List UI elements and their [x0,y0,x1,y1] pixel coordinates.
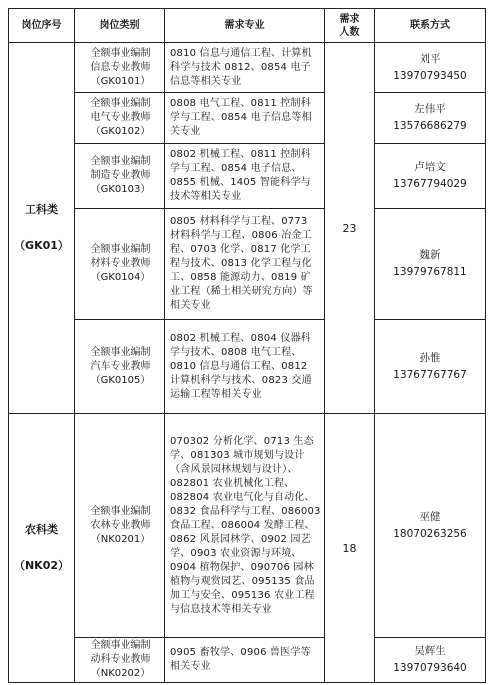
group-cell-nk02 [9,414,75,683]
major-cell: 0805 材料科学与工程、0773 材料科学与工程、0806 冶金工程、0703 化学、0817 化学工程与技术、0813 化学工程与化工、0858 能源动力、0819 矿业工程（稀土相关研究方向）等相关专业 [165,209,325,320]
position-code: （GK0102） [90,126,151,137]
position-code: （GK0103） [90,184,151,195]
position-code: （GK0104） [90,272,151,283]
contact-name: 左伟平 [414,103,446,115]
position-line: 全额事业编制 [90,47,151,59]
group-name: 工科类 [25,203,58,216]
count-cell-nk02: 18 [325,414,375,683]
position-cell [75,414,165,638]
table-row [9,209,486,320]
recruitment-table [8,8,486,683]
contact-cell [375,144,486,209]
position-code: （NK0201） [90,533,151,545]
contact-name: 魏新 [419,249,441,261]
position-cell [75,43,165,93]
contact-phone: 13576686279 [393,120,467,132]
table-row [9,144,486,209]
position-cell [75,320,165,414]
header-count [325,9,375,43]
table-row [9,93,486,144]
contact-cell [375,209,486,320]
position-line: 全额事业编制 [90,640,151,651]
table-row [9,320,486,414]
position-line: 全额事业编制 [90,156,151,167]
position-line: 材料专业教师 [90,258,151,269]
contact-cell [375,414,486,638]
contact-phone: 13970793450 [393,69,467,82]
position-code: （GK0105） [90,374,151,386]
contact-cell [375,43,486,93]
position-line: 全额事业编制 [90,244,151,255]
position-line: 全额事业编制 [90,98,151,109]
header-seq: 岗位序号 [9,9,75,43]
header-contact: 联系方式 [375,9,486,43]
contact-name: 孙惟 [419,351,441,364]
contact-phone: 13970793640 [393,662,467,674]
group-cell-gk01 [9,43,75,414]
major-cell: 0802 机械工程、0811 控制科学与工程、0854 电子信息、0855 机械、1405 智能科学与技术等相关专业 [165,144,325,209]
contact-cell [375,320,486,414]
position-line: 电气专业教师 [90,112,151,123]
group-code: （NK02） [13,559,70,572]
position-cell [75,144,165,209]
header-row [9,9,486,43]
major-cell: 0808 电气工程、0811 控制科学与工程、0854 电子信息等相关专业 [165,93,325,144]
contact-phone: 18070263256 [393,527,467,540]
position-line: 全额事业编制 [90,346,151,358]
contact-phone: 13767767767 [393,368,467,381]
major-cell: 0810 信息与通信工程、计算机科学与技术 0812、0854 电子信息等相关专业 [165,43,325,93]
position-line: 全额事业编制 [90,505,151,517]
position-cell [75,93,165,144]
major-cell: 0905 畜牧学、0906 兽医学等相关专业 [165,638,325,683]
count-cell-gk01: 23 [325,43,375,414]
position-line: 农林专业教师 [90,519,151,531]
header-count-line1: 需求 [339,13,360,25]
table-row [9,43,486,93]
contact-name: 刘平 [419,52,441,65]
header-category: 岗位类别 [75,9,165,43]
table-row [9,638,486,683]
position-code: （NK0202） [90,668,151,679]
position-line: 制造专业教师 [90,170,151,181]
position-line: 信息专业教师 [90,61,151,73]
contact-phone: 13979767811 [393,266,467,278]
contact-name: 吴辉生 [414,645,446,657]
position-code: （GK0101） [90,75,151,87]
contact-cell [375,638,486,683]
header-major: 需求专业 [165,9,325,43]
major-cell: 0802 机械工程、0804 仪器科学与技术、0808 电气工程、0810 信息与通信工程、0812 计算机科学与技术、0823 交通运输工程等相关专业 [165,320,325,414]
position-line: 汽车专业教师 [90,360,151,372]
header-count-line2: 人数 [339,26,360,38]
group-name: 农科类 [25,523,58,536]
position-cell [75,638,165,683]
major-cell: 070302 分析化学、0713 生态学、081303 城市规划与设计（含风景园林规划与设计）、082801 农业机械化工程、082804 农业电气化与自动化、0832 食品科学与工程、086003 食品工程、086004 发酵工程、0862 风景园林学、0902 园艺学、0903 农业资源与环境、0904 植物保护、090706 园林植物与观赏园艺、095135 食品加工与安全、095136 农业工程与信息技术等相关专业 [165,414,325,638]
table-row [9,414,486,638]
contact-name: 巫健 [419,510,441,523]
contact-phone: 13767794029 [393,178,467,190]
contact-name: 卢培文 [414,161,446,173]
group-code: （GK01） [14,239,69,252]
position-cell [75,209,165,320]
contact-cell [375,93,486,144]
position-line: 动科专业教师 [90,654,151,665]
